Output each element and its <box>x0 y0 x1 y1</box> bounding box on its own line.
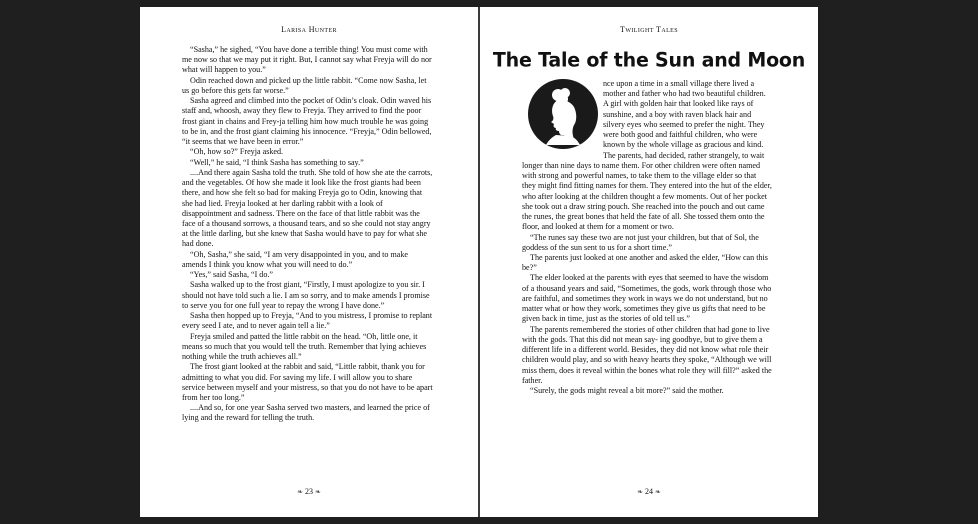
paragraph: The parents remembered the stories of other children that had gone to live with the gods. That this did not mean say- ing goodbye, but to give them a different life in a different world. Besides, they did not know what role their children would play, and so with heavy hearts they spoke, “Although we will miss them, does it reveal within the bones what role they will fill?” asked the father. <box>522 324 772 385</box>
fleuron-icon: ❧ <box>297 488 303 496</box>
fleuron-icon: ❧ <box>637 488 643 496</box>
left-page <box>140 7 478 517</box>
paragraph: “Yes,” said Sasha, “I do.” <box>190 270 274 280</box>
paragraph: “Sasha,” he sighed, “You have done a terrible thing! You must come with me now so that we may put it right. But, I cannot say what Freyja will do nor what will happen to you.” <box>182 45 432 75</box>
page-number: 24 <box>645 487 653 496</box>
paragraph: nce upon a time in a small village there lived a mother and father who had two beautiful children. A girl with golden hair that looked like rays of sunshine, and a boy with raven black hair and silvery eyes who seemed to prefer the night. They were both good and faithful children, who were known by the whole village as gracious and kind. The parents, had decided, rather strangely, to wait longer than nine days to name them. For other children were often named with strong and powerful names, to take them to the village elder so that they might find fitting names for them. They entered into the hut of the elder, who after looking at the children thought a few moments. Out of her pocket she took out a draw string pouch. She reached into the pouch and out came the runes, the great bones that held the fate of all. She tossed them onto the floor, and looked at them for a moment or two. <box>522 79 772 232</box>
page-number: 23 <box>305 487 313 496</box>
paragraph: Odin reached down and picked up the little rabbit. “Come now Sasha, let us go before this gets far worse.” <box>182 75 427 95</box>
page-number-left <box>140 487 478 496</box>
fleuron-icon: ❧ <box>315 488 321 496</box>
paragraph: “Oh, Sasha,” she said, “I am very disappointed in you, and to make amends I think you know what you will need to do.” <box>182 249 409 269</box>
paragraph: “The runes say these two are not just your children, but that of Sol, the goddess of the sun sent to us for a short time.” <box>522 232 759 252</box>
right-page <box>480 7 818 517</box>
running-header-left: Larisa Hunter <box>281 25 337 34</box>
silhouette-dropcap-icon <box>528 79 598 149</box>
running-header-right: Twilight Tales <box>620 25 678 34</box>
paragraph: ....And so, for one year Sasha served two masters, and learned the price of lying and the reward for telling the truth. <box>182 403 430 423</box>
right-page-body <box>522 79 772 396</box>
paragraph: The elder looked at the parents with eyes that seemed to have the wisdom of a thousand years and said, “Sometimes, the gods, work through those who are faithful, and sometimes they work in ways we do not understand, but no matter what or how they work, sometimes they give us gifts that need to be given back in time, just as the stories of old tell us.” <box>522 273 772 324</box>
paragraph: “Oh, how so?” Freyja asked. <box>190 147 284 157</box>
fleuron-icon: ❧ <box>655 488 661 496</box>
paragraph: Sasha then hopped up to Freyja, “And to you mistress, I promise to replant every seed I ate, and to never again tell a lie.” <box>182 311 433 331</box>
page-number-right <box>480 487 818 496</box>
paragraph: Sasha walked up to the frost giant, “Firstly, I must apologize to you sir. I should not have told such a lie. I am so sorry, and to make amends I promise to serve you for one full year to repay the wrong I have done.” <box>182 280 430 310</box>
paragraph: Freyja smiled and patted the little rabbit on the head. “Oh, little one, it means so much that you would tell the truth. Remember that lying achieves nothing while the truth achieves all.” <box>182 331 427 362</box>
left-page-body <box>182 45 434 424</box>
paragraph: Sasha agreed and climbed into the pocket of Odin’s cloak. Odin waved his staff and, whoosh, away they flew to Freyja. They arrived to find the poor frost giant in chains and Frey-ja telling him how much trouble he was going to be in, and the frost giant claiming his innocence. “Freyja,” Odin bellowed, “it seems that we have been in error.” <box>182 96 432 147</box>
paragraph: The parents just looked at one another and asked the elder, “How can this be?” <box>522 252 768 273</box>
paragraph: “Surely, the gods might reveal a bit more?” said the mother. <box>530 386 724 396</box>
paragraph: “Well,” he said, “I think Sasha has something to say.” <box>190 157 364 167</box>
paragraph: ....And there again Sasha told the truth. She told of how she ate the carrots, and the vegetables. Of how she made it look like the frost giants had been there, and how she felt so bad for making Freyja go to Odin, knowing that she had lied. Freyja looked at her darling rabbit with a look of disappointment and sadness. There on the face of that little rabbit was the face of a thousand sorrows, a thousand tears, and so she could not stay angry at the little darling, but she knew that Sasha would have to pay for what she had done. <box>182 167 433 249</box>
paragraph: The frost giant looked at the rabbit and said, “Little rabbit, thank you for admitting to what you did. For saving my life. I will allow you to share service between myself and your mistress, so that you do not have to be apart from her too long.” <box>182 362 433 402</box>
chapter-title: The Tale of the Sun and Moon <box>492 48 806 72</box>
